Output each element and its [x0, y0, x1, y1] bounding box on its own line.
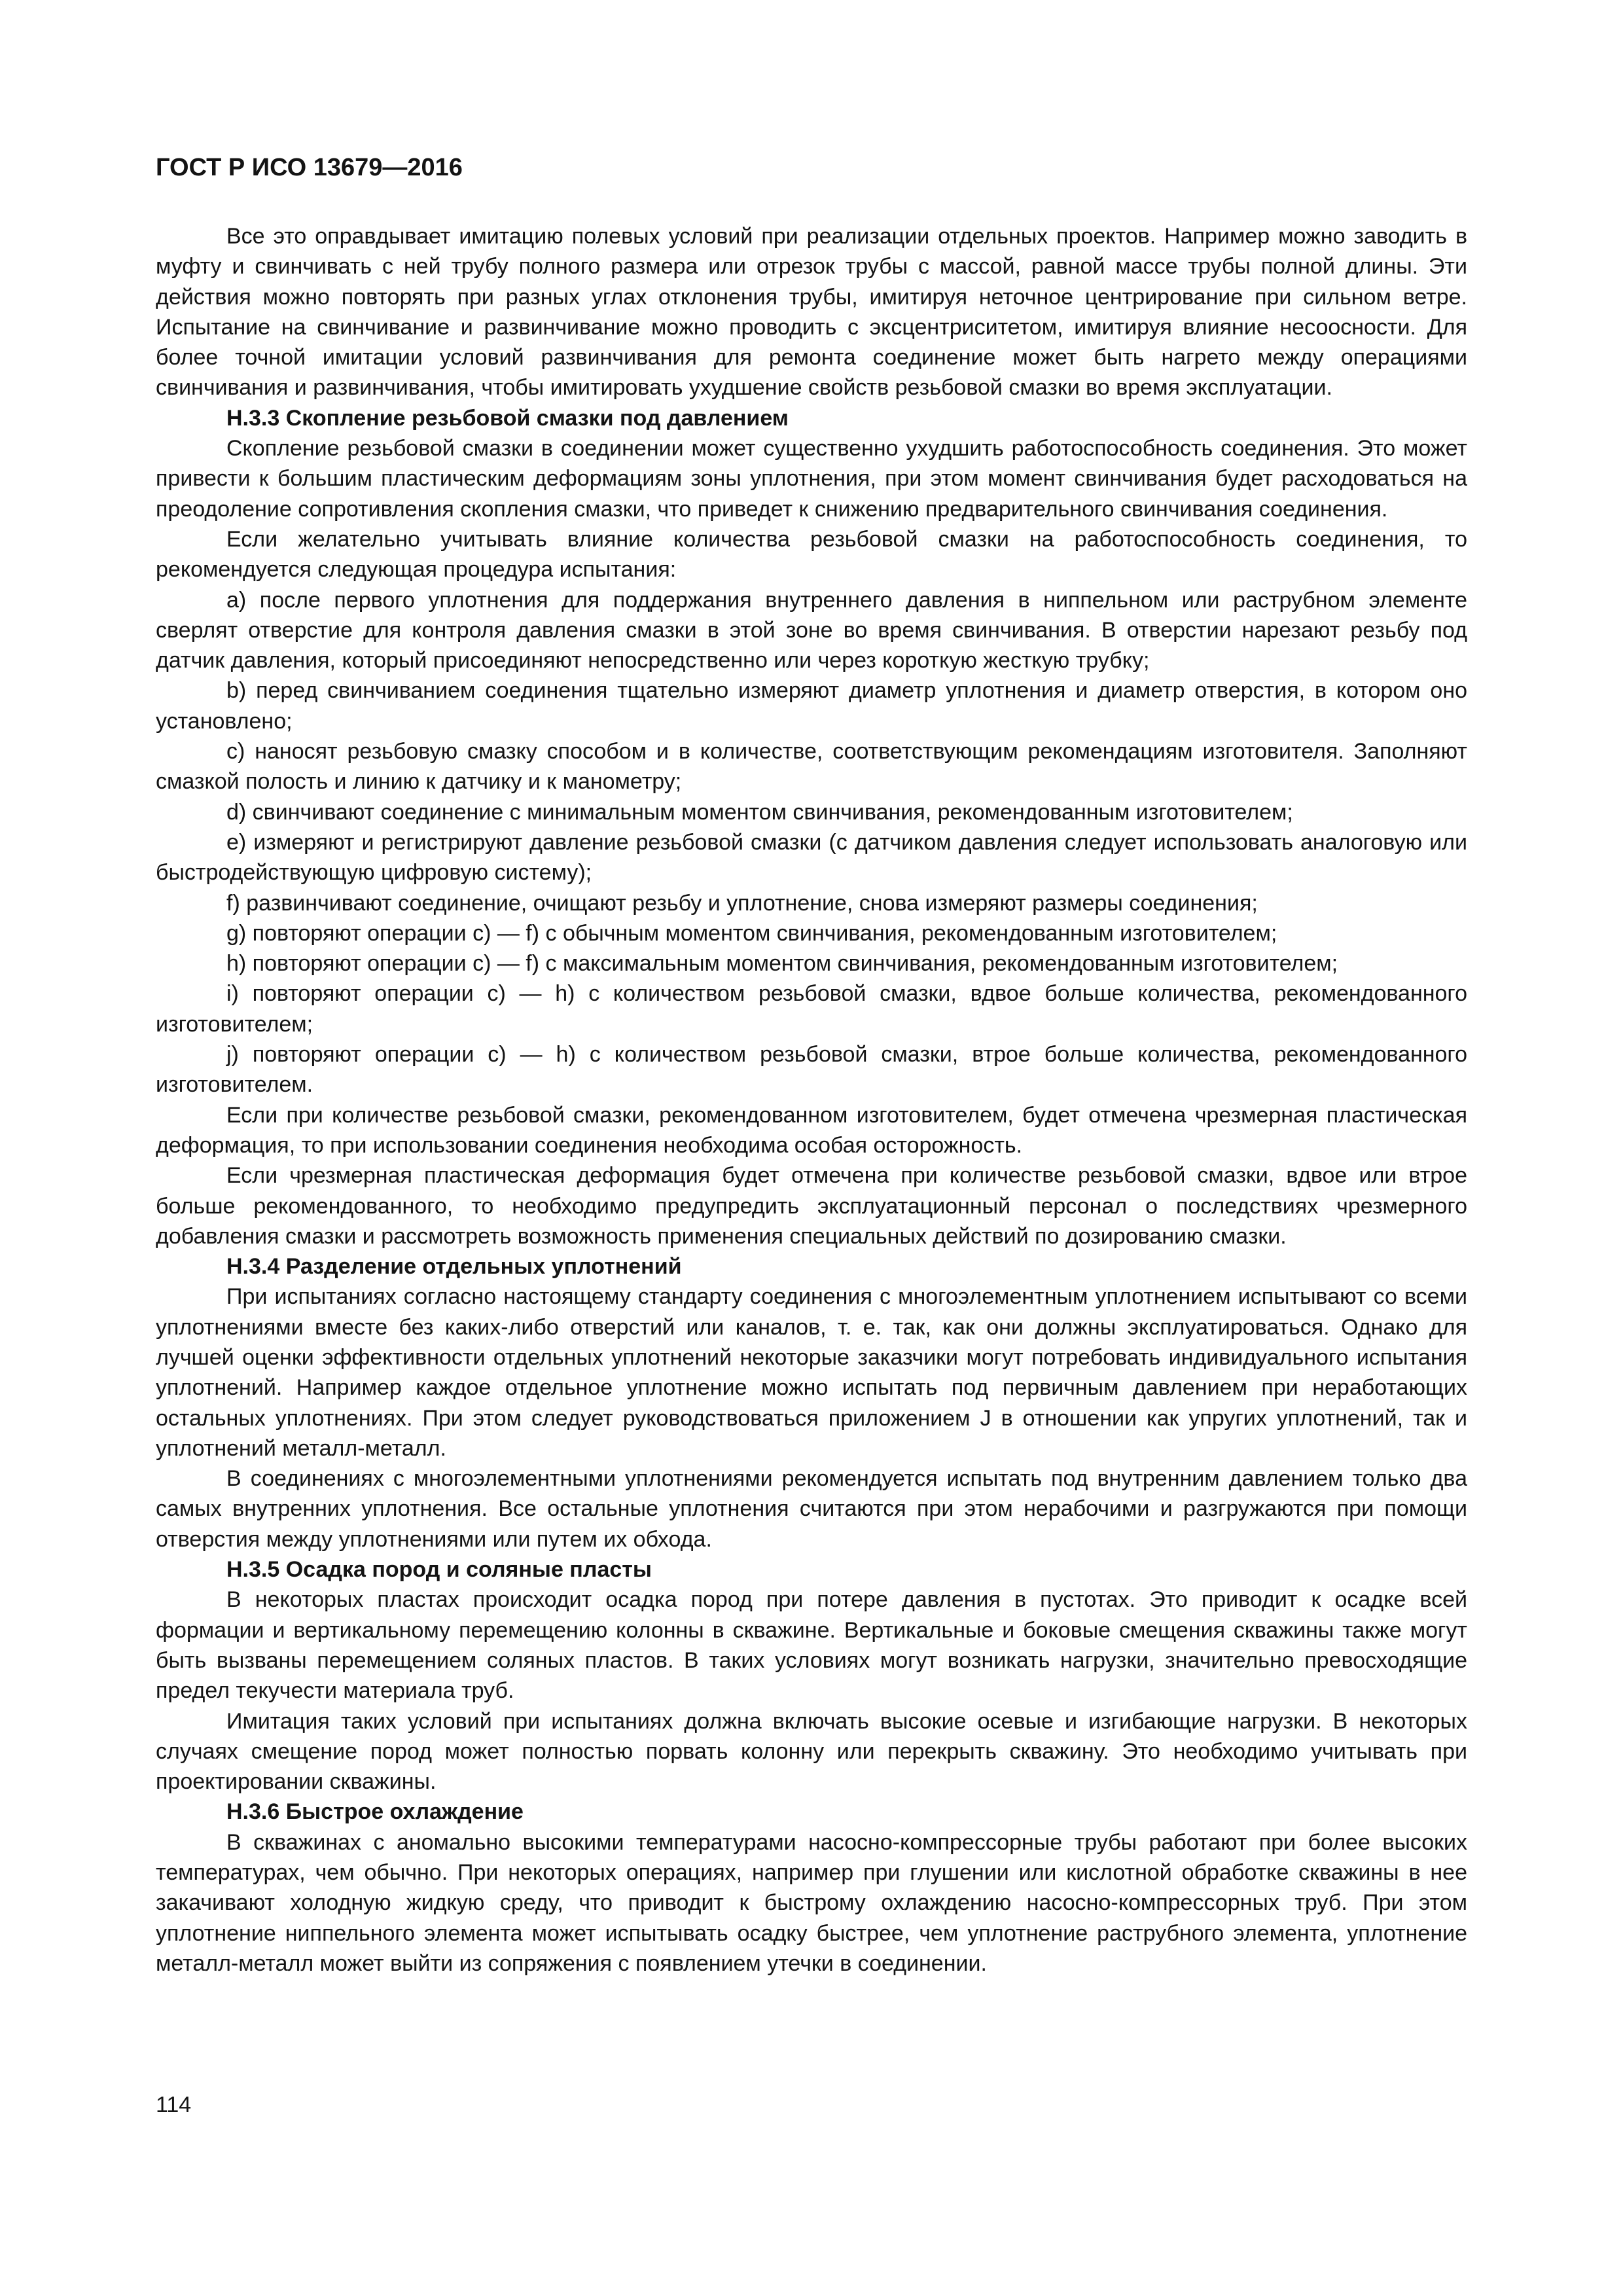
list-item-g: g) повторяют операции c) — f) с обычным моментом свинчивания, рекомендованным изготовителем;: [226, 920, 1277, 946]
list-item-i: i) повторяют операции c) — h) с количеством резьбовой смазки, вдвое больше количества, рекомендованного изготовителем;: [156, 981, 1467, 1037]
list-item-j: j) повторяют операции c) — h) с количеством резьбовой смазки, втрое больше количества, рекомендованного изготовителем.: [156, 1042, 1467, 1098]
list-item-h: h) повторяют операции c) — f) с максимальным моментом свинчивания, рекомендованным изготовителем;: [226, 951, 1338, 977]
list-item-e: e) измеряют и регистрируют давление резьбовой смазки (с датчиком давления следует использовать аналоговую или быстродействующую цифровую систему);: [156, 829, 1467, 886]
paragraph: Если желательно учитывать влияние количества резьбовой смазки на работоспособность соединения, то рекомендуется следующая процедура испытания:: [156, 526, 1467, 583]
section-heading-h34: H.3.4 Разделение отдельных уплотнений: [226, 1254, 682, 1280]
page-number: 114: [156, 2092, 192, 2117]
list-item-a: a) после первого уплотнения для поддержания внутреннего давления в ниппельном или раструбном элементе сверлят отверстие для контроля давления смазки в этой зоне во время свинчивания. В отверстии нарезают резьбу под датчик давления, который присоединяют непосредственно или через короткую жесткую трубку;: [156, 587, 1467, 673]
section-heading-h35: H.3.5 Осадка пород и соляные пласты: [226, 1557, 652, 1583]
paragraph: Скопление резьбовой смазки в соединении может существенно ухудшить работоспособность соединения. Это может привести к большим пластическим деформациям зоны уплотнения, при этом момент свинчивания будет расходоваться на преодоление сопротивления скопления смазки, что приведет к снижению предварительного свинчивания соединения.: [156, 436, 1467, 522]
document-body: [156, 221, 1467, 1979]
paragraph: Все это оправдывает имитацию полевых условий при реализации отдельных проектов. Например можно заводить в муфту и свинчивать с ней трубу полного размера или отрезок трубы с массой, равной массе трубы полной длины. Эти действия можно повторять при разных углах отклонения трубы, имитируя неточное центрирование при сильном ветре. Испытание на свинчивание и развинчивание можно проводить с эксцентриситетом, имитируя влияние несоосности. Для более точной имитации условий развинчивания для ремонта соединение может быть нагрето между операциями свинчивания и развинчивания, чтобы имитировать ухудшение свойств резьбовой смазки во время эксплуатации.: [156, 224, 1467, 401]
list-item-c: c) наносят резьбовую смазку способом и в количестве, соответствующим рекомендациям изготовителя. Заполняют смазкой полость и линию к датчику и к манометру;: [156, 739, 1467, 795]
paragraph: В некоторых пластах происходит осадка пород при потере давления в пустотах. Это приводит к осадке всей формации и вертикальному перемещению колонны в скважине. Вертикальные и боковые смещения скважины также могут быть вызваны перемещением соляных пластов. В таких условиях могут возникать нагрузки, значительно превосходящие предел текучести материала труб.: [156, 1587, 1467, 1704]
paragraph: Имитация таких условий при испытаниях должна включать высокие осевые и изгибающие нагрузки. В некоторых случаях смещение пород может полностью порвать колонну или перекрыть скважину. Это необходимо учитывать при проектировании скважины.: [156, 1708, 1467, 1795]
list-item-b: b) перед свинчиванием соединения тщательно измеряют диаметр уплотнения и диаметр отверстия, в котором оно установлено;: [156, 678, 1467, 734]
paragraph: Если чрезмерная пластическая деформация будет отмечена при количестве резьбовой смазки, вдвое или втрое больше рекомендованного, то необходимо предупредить эксплуатационный персонал о последствиях чрезмерного добавления смазки и рассмотреть возможность применения специальных действий по дозированию смазки.: [156, 1163, 1467, 1249]
paragraph: При испытаниях согласно настоящему стандарту соединения с многоэлементным уплотнением испытывают со всеми уплотнениями вместе без каких-либо отверстий или каналов, т. е. так, как они должны эксплуатироваться. Однако для лучшей оценки эффективности отдельных уплотнений некоторые заказчики могут потребовать индивидуального испытания уплотнений. Например каждое отдельное уплотнение можно испытать под первичным давлением при неработающих остальных уплотнениях. При этом следует руководствоваться приложением J в отношении как упругих уплотнений, так и уплотнений металл-металл.: [156, 1284, 1467, 1461]
paragraph: В соединениях с многоэлементными уплотнениями рекомендуется испытать под внутренним давлением только два самых внутренних уплотнения. Все остальные уплотнения считаются при этом нерабочими и разгружаются при помощи отверстия между уплотнениями или путем их обхода.: [156, 1466, 1467, 1552]
section-heading-h33: H.3.3 Скопление резьбовой смазки под давлением: [226, 405, 789, 431]
document-id-header: ГОСТ Р ИСО 13679—2016: [156, 154, 463, 181]
section-heading-h36: H.3.6 Быстрое охлаждение: [226, 1799, 524, 1825]
paragraph: В скважинах с аномально высокими температурами насосно-компрессорные трубы работают при более высоких температурах, чем обычно. При некоторых операциях, например при глушении или кислотной обработке скважины в нее закачивают холодную жидкую среду, что приводит к быстрому охлаждению насосно-компрессорных труб. При этом уплотнение ниппельного элемента может испытывать осадку быстрее, чем уплотнение раструбного элемента, уплотнение металл-металл может выйти из сопряжения с появлением утечки в соединении.: [156, 1829, 1467, 1976]
paragraph: Если при количестве резьбовой смазки, рекомендованном изготовителем, будет отмечена чрезмерная пластическая деформация, то при использовании соединения необходима особая осторожность.: [156, 1102, 1467, 1158]
list-item-d: d) свинчивают соединение с минимальным моментом свинчивания, рекомендованным изготовителем;: [226, 799, 1293, 825]
list-item-f: f) развинчивают соединение, очищают резьбу и уплотнение, снова измеряют размеры соединения;: [226, 890, 1258, 916]
